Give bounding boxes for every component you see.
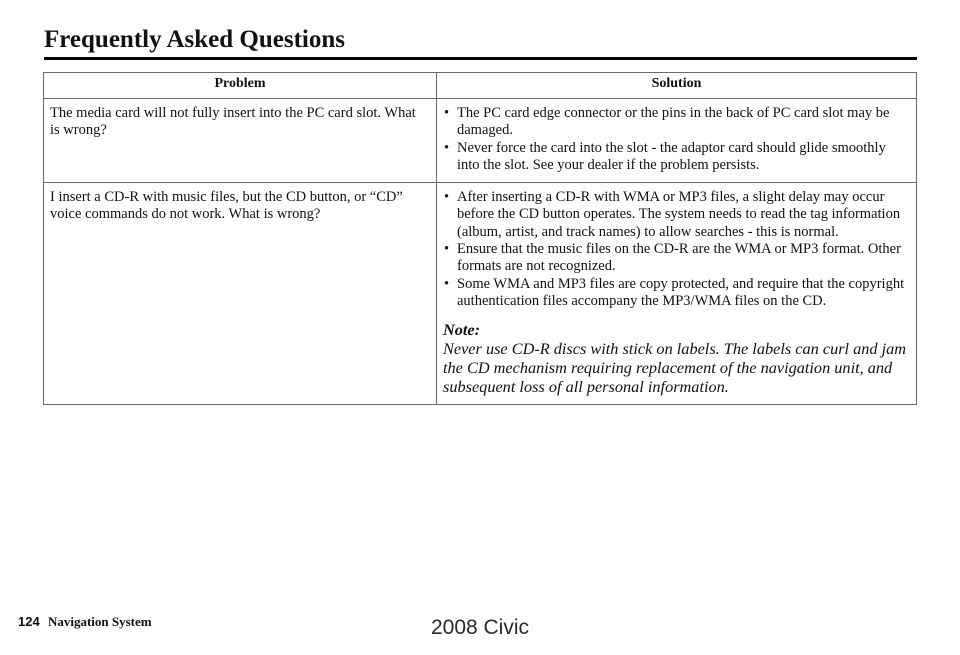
faq-table [43,72,917,405]
page-title: Frequently Asked Questions [44,26,345,53]
column-header-problem: Problem [44,73,437,99]
watermark: 2008 Civic [430,616,530,639]
solution-cell [437,99,917,183]
footer-section-title: Navigation System [47,614,152,629]
note-text: Never use CD-R discs with stick on labels. The labels can curl and jam the CD mechanism requiring replacement of the navigation unit, and subsequent loss of all personal information. [443,339,907,397]
title-divider [44,57,917,60]
table-header-row [44,73,917,99]
column-header-solution: Solution [437,73,917,99]
solution-item: • The PC card edge connector or the pins in the back of PC card slot may be damaged. [443,105,908,140]
problem-cell: The media card will not fully insert into the PC card slot. What is wrong? [44,99,437,183]
solution-list [443,189,908,310]
solution-cell [437,183,917,405]
note-block [443,320,908,396]
solution-list [443,105,908,174]
solution-item: • After inserting a CD-R with WMA or MP3 files, a slight delay may occur before the CD button operates. The system needs to read the tag information (album, artist, and track names) to allow searches - this is normal. [443,189,908,241]
solution-item: • Some WMA and MP3 files are copy protected, and require that the copyright authentication files accompany the MP3/WMA files on the CD. [443,276,908,311]
page-number: 124 [18,614,40,629]
table-row [44,99,917,183]
solution-item: • Ensure that the music files on the CD-R are the WMA or MP3 format. Other formats are not recognized. [443,241,908,276]
problem-cell: I insert a CD-R with music files, but the CD button, or “CD” voice commands do not work. What is wrong? [44,183,437,405]
note-heading: Note: [443,320,481,340]
solution-item: • Never force the card into the slot - the adaptor card should glide smoothly into the slot. See your dealer if the problem persists. [443,140,908,175]
table-row [44,183,917,405]
